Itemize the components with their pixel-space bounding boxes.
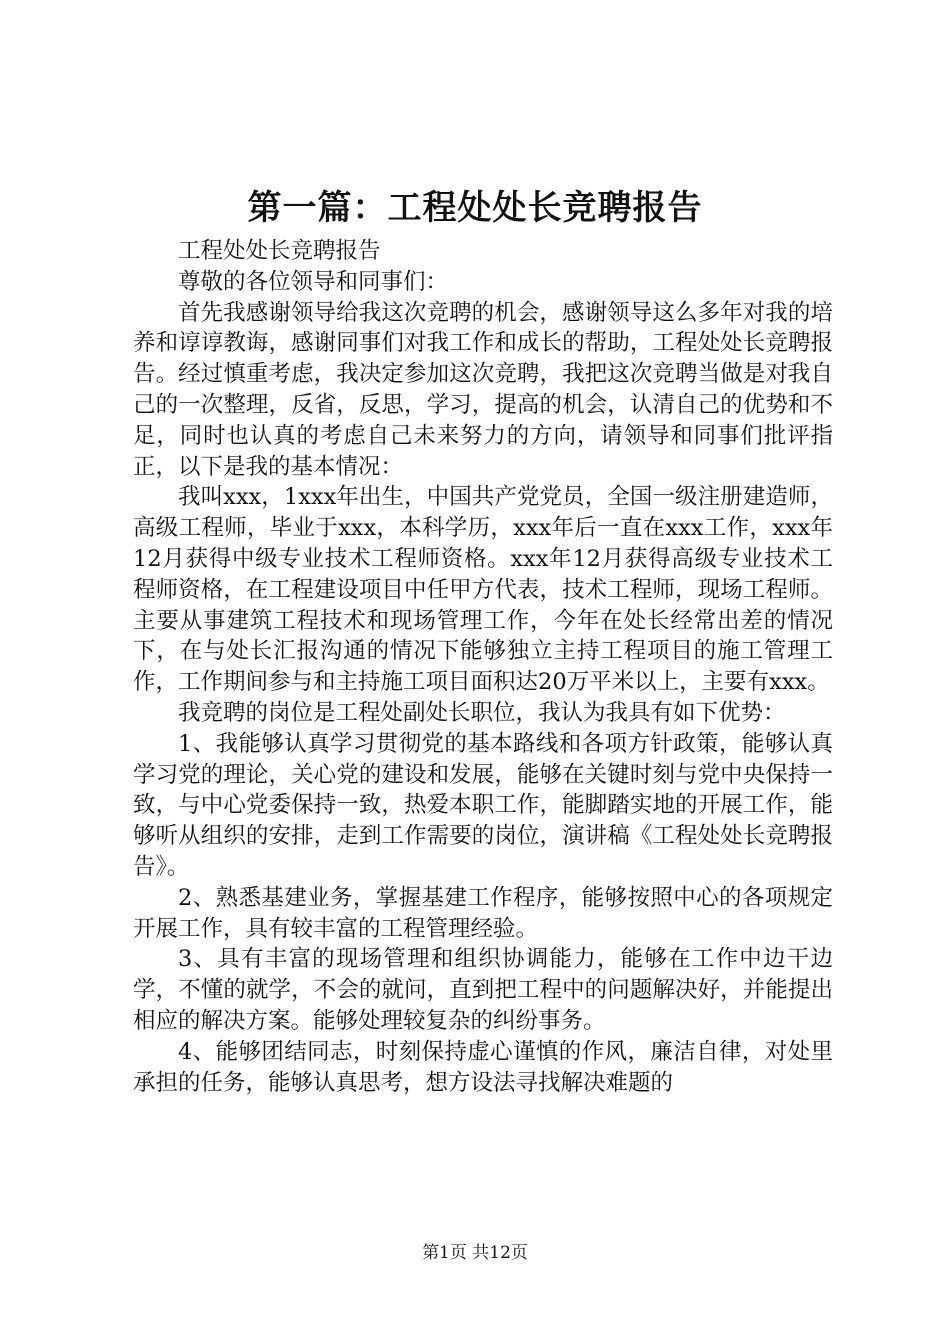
page-number: 第1页 共12页 <box>422 1243 528 1263</box>
paragraph-position: 我竞聘的岗位是工程处副处长职位，我认为我具有如下优势： <box>178 699 786 726</box>
paragraph-advantage-1: 1、我能够认真学习贯彻党的基本路线和各项方针政策，能够认真学习党的理论，关心党的建设和发展，能够在关键时刻与党中央保持一致，与中心党委保持一致，热爱本职工作，能脚踏实地的开展工作，能够听从组织的安排，走到工作需要的岗位，演讲稿《工程处处长竞聘报告》。 <box>133 730 833 880</box>
paragraph-advantage-2: 2、熟悉基建业务，掌握基建工作程序，能够按照中心的各项规定开展工作，具有较丰富的工程管理经验。 <box>133 884 833 942</box>
paragraph-advantage-3: 3、具有丰富的现场管理和组织协调能力，能够在工作中边干边学，不懂的就学，不会的就问，直到把工程中的问题解决好，并能提出相应的解决方案。能够处理较复杂的纠纷事务。 <box>133 946 833 1034</box>
paragraph-advantage-4: 4、能够团结同志，时刻保持虚心谨慎的作风，廉洁自律，对处里承担的任务，能够认真思考，想方设法寻找解决难题的 <box>133 1038 833 1096</box>
paragraph-personal-info: 我叫xxx，1xxx年出生，中国共产党党员，全国一级注册建造师，高级工程师，毕业于xxx，本科学历，xxx年后一直在xxx工作，xxx年12月获得中级专业技术工程师资格。xxx年12月获得高级专业技术工程师资格，在工程建设项目中任甲方代表，技术工程师，现场工程师。主要从事建筑工程技术和现场管理工作，今年在处长经常出差的情况下，在与处长汇报沟通的情况下能够独立主持工程项目的施工管理工作，工作期间参与和主持施工项目面积达20万平米以上，主要有xxx。 <box>133 484 833 696</box>
document-body <box>133 236 833 1098</box>
paragraph-introduction: 首先我感谢领导给我这次竞聘的机会，感谢领导这么多年对我的培养和谆谆教诲，感谢同事们对我工作和成长的帮助，工程处处长竞聘报告。经过慎重考虑，我决定参加这次竞聘，我把这次竞聘当做是对我自己的一次整理，反省，反思，学习，提高的机会，认清自己的优势和不足，同时也认真的考虑自己未来努力的方向，请领导和同事们批评指正，以下是我的基本情况： <box>133 299 833 480</box>
paragraph-heading: 工程处处长竞聘报告 <box>178 238 381 264</box>
paragraph-salutation: 尊敬的各位领导和同事们： <box>178 268 449 295</box>
document-title: 第一篇：工程处处长竞聘报告 <box>247 188 703 228</box>
